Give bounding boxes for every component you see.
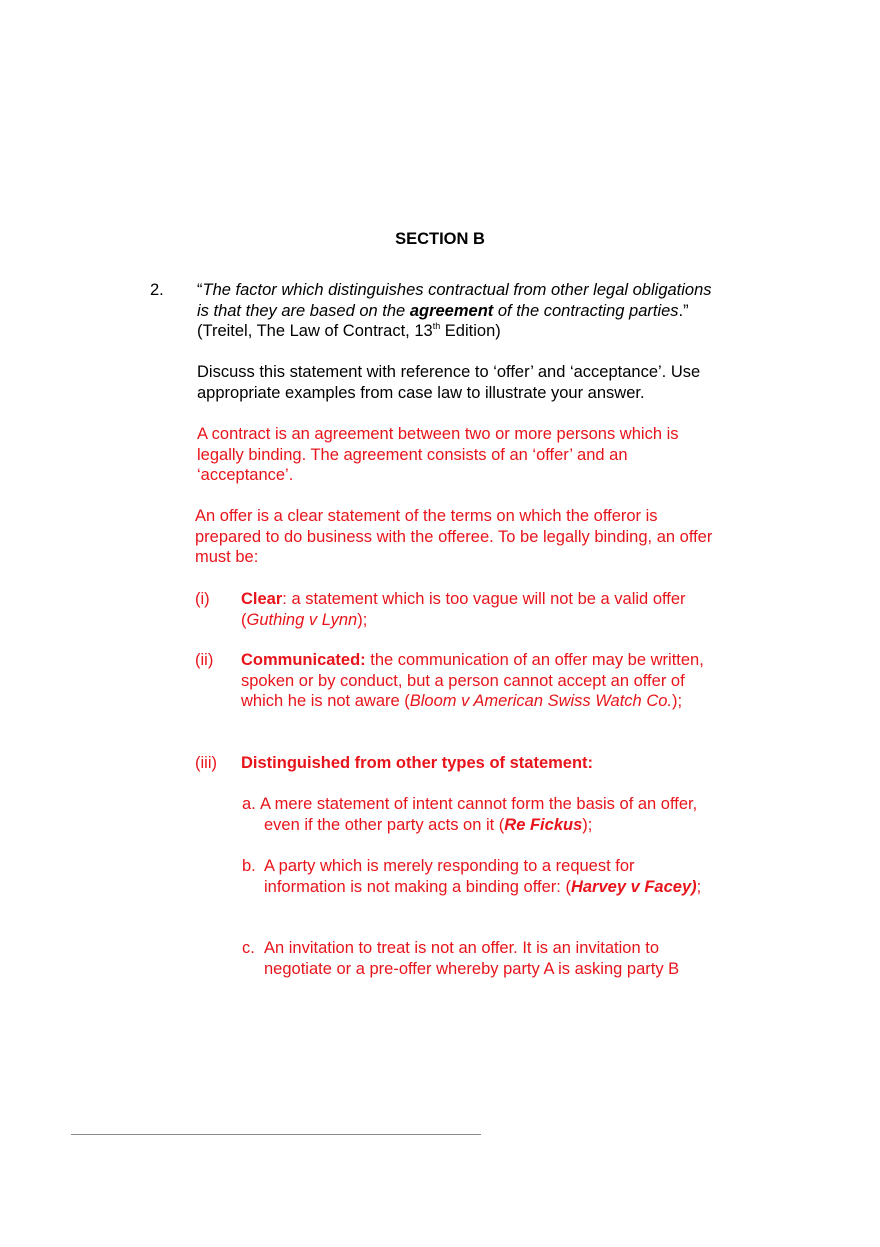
quote-citation: .” (Treitel, The Law of Contract, 13: [197, 301, 689, 340]
question-number: 2.: [150, 281, 164, 299]
case-citation: Harvey v Facey): [570, 877, 697, 896]
quote-text: The factor which distinguishes contractual from other legal obligations is that they are based on the: [197, 281, 712, 320]
case-citation: Guthing v Lynn: [246, 610, 358, 629]
list-item-communicated: [241, 650, 731, 712]
question-instruction: Discuss this statement with reference to ‘offer’ and ‘acceptance’. Use appropriate examples from case law to illustrate your answer.: [197, 363, 701, 402]
question-quote: [197, 280, 717, 342]
edition-superscript: th: [432, 321, 441, 331]
quote-open: “: [197, 281, 203, 299]
item-end: );: [672, 692, 683, 710]
sub-item-end: );: [582, 815, 593, 834]
item-term: Distinguished from other types of statement:: [241, 754, 594, 772]
sub-item-text: A mere statement of intent cannot form the basis of an offer, even if the other party acts on it (: [260, 795, 698, 834]
sub-item-end: ;: [696, 877, 702, 896]
quote-emphasis: agreement: [409, 301, 494, 320]
answer-paragraph-1: A contract is an agreement between two or more persons which is legally binding. The agreement consists of an ‘offer’ and an ‘acceptance’.: [197, 425, 679, 484]
item-end: );: [357, 610, 368, 629]
footnote-divider: [71, 1134, 481, 1135]
quote-text-2: of the contracting parties: [493, 301, 679, 320]
list-item-number: (i): [195, 590, 210, 608]
sub-item-letter: c.: [242, 939, 255, 957]
section-heading: SECTION B: [395, 230, 485, 248]
item-text: the communication of an offer may be written, spoken or by conduct, but a person cannot accept an offer of which he is not aware (: [241, 651, 704, 710]
case-citation: Bloom v American Swiss Watch Co.: [409, 692, 672, 710]
sub-item-letter: b.: [242, 857, 256, 875]
answer-paragraph-2: An offer is a clear statement of the terms on which the offeror is prepared to do business with the offeree. To be legally binding, an offer must be:: [195, 507, 713, 566]
sub-item-text: A party which is merely responding to a request for information is not making a binding offer: (: [264, 857, 635, 896]
list-item-clear: [241, 589, 731, 630]
item-text: : a statement which is too vague will not be a valid offer (: [241, 590, 686, 629]
item-term: Clear: [241, 590, 283, 608]
sub-item-text: An invitation to treat is not an offer. It is an invitation to negotiate or a pre-offer whereby party A is asking party B: [264, 939, 680, 978]
list-item-distinguished: [241, 753, 731, 774]
sub-item-statement-of-intent: [260, 794, 714, 835]
list-item-number: (ii): [195, 651, 214, 669]
case-citation: Re Fickus: [504, 815, 583, 834]
quote-citation-end: Edition): [440, 322, 501, 340]
sub-item-request-for-information: [264, 856, 704, 897]
sub-item-invitation-to-treat: [264, 938, 729, 979]
list-item-number: (iii): [195, 754, 217, 772]
item-term: Communicated:: [241, 651, 366, 669]
sub-item-letter: a.: [242, 795, 256, 813]
